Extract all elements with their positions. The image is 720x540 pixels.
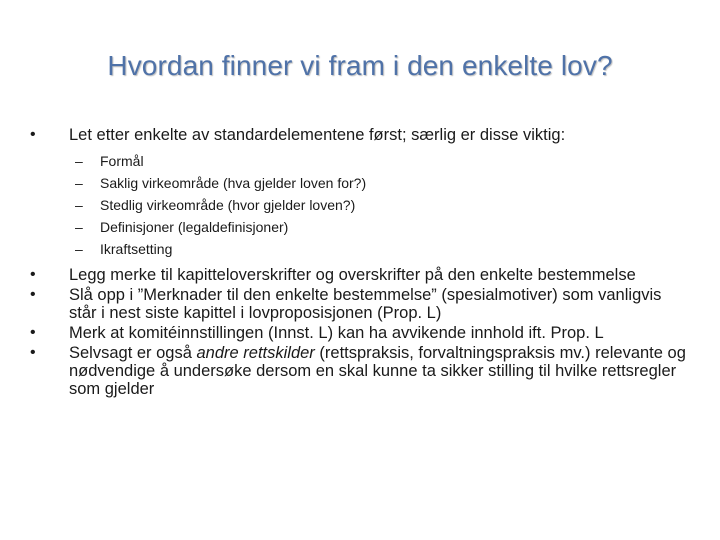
sub-list-item	[75, 238, 690, 260]
sub-item-text: Ikraftsetting	[100, 241, 173, 257]
sub-list-item	[75, 216, 690, 238]
dash-icon: –	[75, 153, 83, 169]
sub-item-text: Definisjoner (legaldefinisjoner)	[100, 219, 289, 235]
dash-icon: –	[75, 197, 83, 213]
bullet-icon: •	[30, 266, 36, 283]
sub-list-item	[75, 172, 690, 194]
sub-item-text: Formål	[100, 153, 144, 169]
sub-list	[75, 150, 690, 260]
bullet-text: Let etter enkelte av standardelementene først; særlig er disse viktig:	[69, 126, 566, 144]
slide-title: Hvordan finner vi fram i den enkelte lov?	[107, 50, 613, 81]
bullet-icon: •	[30, 324, 36, 341]
bullet-text-italic: andre rettskilder	[196, 344, 315, 362]
sub-item-text: Saklig virkeområde (hva gjelder loven for?)	[100, 175, 367, 191]
sub-list-item	[75, 194, 690, 216]
dash-icon: –	[75, 175, 83, 191]
bullet-icon: •	[30, 286, 36, 303]
bullet-icon: •	[30, 344, 36, 361]
dash-icon: –	[75, 219, 83, 235]
bullet-text-after: (rettspraksis, forvaltningspraksis mv.) relevante og nødvendige å undersøke dersom en skal kunne ta sikker stilling til hvilke rettsregler som gjelder	[69, 344, 686, 398]
bullet-text-before: Selvsagt er også	[69, 344, 197, 362]
bullet-text: Legg merke til kapitteloverskrifter og overskrifter på den enkelte bestemmelse	[69, 266, 636, 284]
bullet-item	[30, 126, 690, 144]
bullet-text: Merk at komitéinnstillingen (Innst. L) kan ha avvikende innhold ift. Prop. L	[69, 324, 604, 342]
sub-list-item	[75, 150, 690, 172]
sub-item-text: Stedlig virkeområde (hvor gjelder loven?)	[100, 197, 356, 213]
bullet-item	[30, 286, 690, 322]
dash-icon: –	[75, 241, 83, 257]
bullet-icon: •	[30, 126, 36, 143]
slide-content	[30, 126, 690, 398]
bullet-item	[30, 324, 690, 342]
bullet-item	[30, 266, 690, 284]
bullet-item	[30, 344, 690, 398]
bullet-text: Slå opp i ”Merknader til den enkelte bestemmelse” (spesialmotiver) som vanligvis står i nest siste kapittel i lovproposisjonen (Prop. L)	[69, 286, 662, 322]
